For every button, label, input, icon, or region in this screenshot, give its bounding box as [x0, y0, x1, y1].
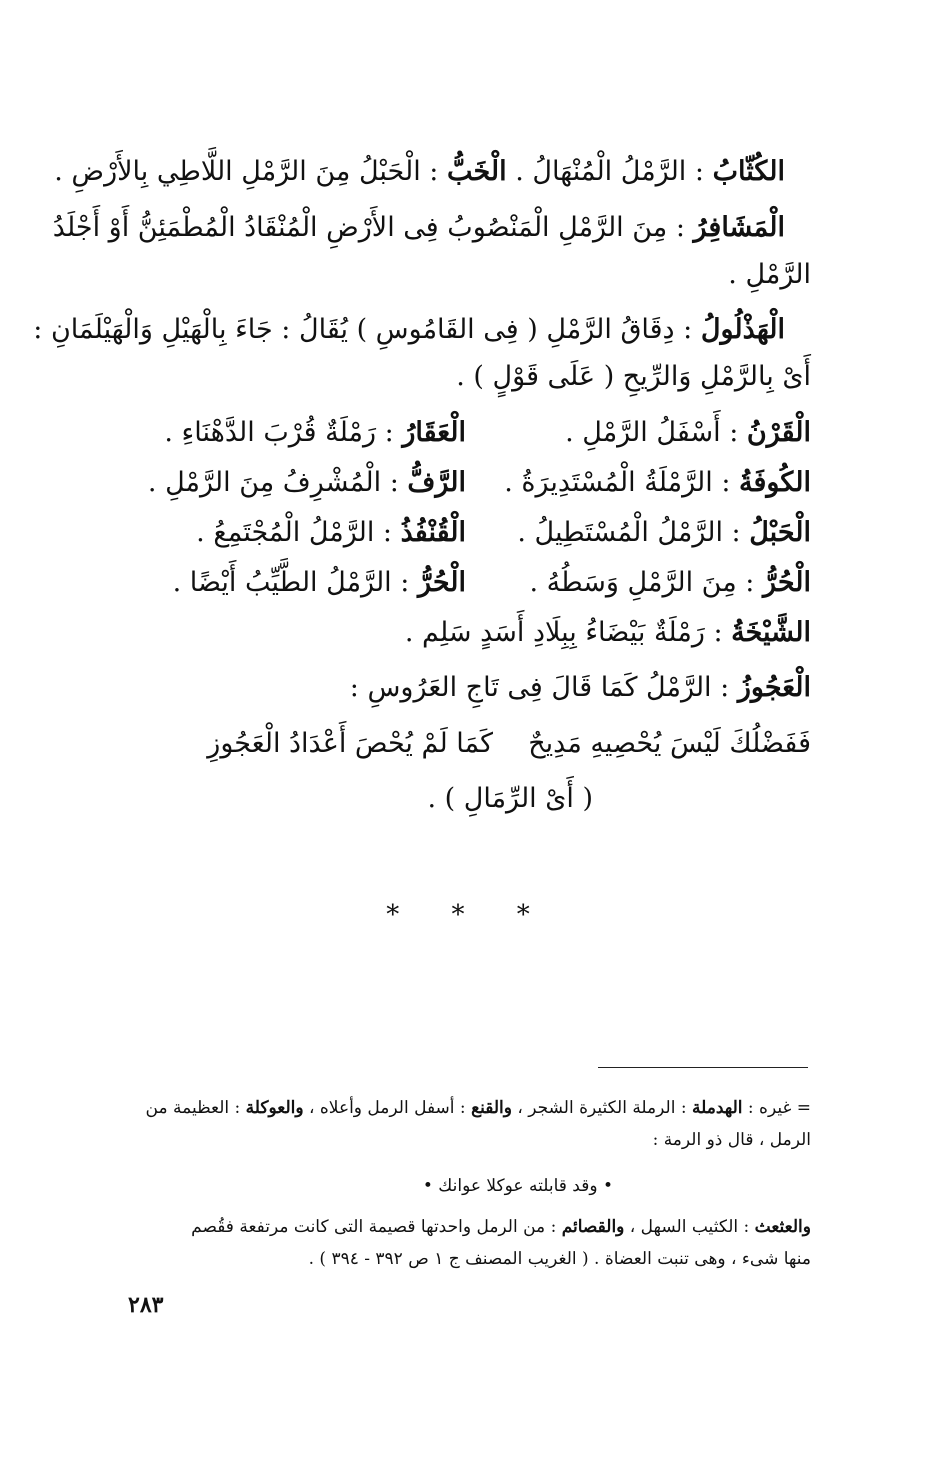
definition: : الْحَبْلُ مِنَ الرَّمْلِ اللَّاطِي بِالأَرْضِ .	[54, 156, 447, 187]
footnote-line-1	[146, 1094, 811, 1122]
definition: : الرَّمْلُ الْمُنْهَالُ .	[506, 156, 713, 187]
term: الْقُنْفُذُ	[400, 517, 466, 548]
term: الكُوفَةُ	[739, 467, 811, 498]
definition: : رَمْلَةٌ قُرْبَ الدَّهْنَاءِ .	[164, 417, 403, 448]
footnote-text: : الكثيب السهل ،	[624, 1217, 755, 1237]
verse-hemistich-left: كَمَا لَمْ يُحْصَ أَعْدَادُ الْعَجُوزِ	[207, 728, 493, 759]
term: والعثعث	[754, 1217, 811, 1237]
definition: : الْمُشْرِفُ مِنَ الرَّمْلِ .	[147, 467, 408, 498]
term: الهدملة	[691, 1098, 743, 1118]
text-line-10	[405, 613, 811, 653]
footnote-line-5: منها شىء ، وهى تنبت العضاة . ( الغريب المصنف ج ١ ص ٣٩٢ - ٣٩٤ ) .	[308, 1249, 811, 1269]
list-item	[164, 413, 466, 453]
definition: : الرَّمْلَةُ الْمُسْتَدِيرَةُ .	[504, 467, 740, 498]
footnote-verse: • وقد قابلته عوكلا عوانك •	[422, 1176, 613, 1196]
text-line-5: أَىْ بِالرَّمْلِ وَالرِّيحِ ( عَلَى قَوْلٍ ) .	[456, 361, 811, 392]
text-line-13: ( أَىْ الرِّمَالِ ) .	[427, 783, 593, 814]
footnote-text: : الرملة الكثيرة الشجر ،	[511, 1098, 692, 1118]
term: والعوكلة	[245, 1098, 304, 1118]
definition: : مِنَ الرَّمْلِ وَسَطُهُ .	[529, 567, 763, 598]
definition: : الرَّمْلُ كَمَا قَالَ فِى تَاجِ العَرُوسِ :	[349, 672, 738, 703]
list-item	[565, 413, 811, 453]
section-separator: * * *	[386, 900, 552, 930]
footnote-text: : أسفل الرمل وأعلاه ،	[303, 1098, 472, 1118]
list-item	[530, 563, 812, 603]
definition: : دِقَاقُ الرَّمْلِ ( فِى القَامُوسِ ) يُقَالُ : جَاءَ بِالْهَيْلِ وَالْهَيْلَمَانِ :	[33, 314, 701, 345]
term: الْخَبُّ	[446, 156, 507, 187]
term: الْحَبْلُ	[749, 517, 811, 548]
term: الْقَرْنُ	[746, 417, 811, 448]
verse-hemistich-right: فَفَضْلُكَ لَيْسَ يُحْصِيهِ مَدِيحٌ	[528, 728, 811, 759]
list-item	[504, 463, 811, 503]
term: الْعَجُوزُ	[737, 672, 811, 703]
list-item	[173, 563, 466, 603]
term: والقنع	[471, 1098, 512, 1118]
term: الشَّيْخَةُ	[731, 617, 811, 648]
list-item	[517, 513, 811, 553]
term: الْهَذْلُولُ	[700, 314, 785, 345]
text-line-11	[350, 668, 811, 708]
definition: : الرَّمْلُ الطَّيِّبُ أَيْضًا .	[172, 567, 418, 598]
term: الرَّفُّ	[407, 467, 466, 498]
definition: : مِنَ الرَّمْلِ الْمَنْصُوبُ فِى الأَرْضِ الْمُنْقَادُ الْمُطْمَئِنُّ أَوْ أَجْلَدُ	[52, 212, 694, 243]
footnote-divider	[598, 1067, 808, 1068]
term: الْمَشَافِرُ	[693, 212, 785, 243]
footnote-text: : العظيمة من	[145, 1098, 246, 1118]
term: الْعَقَارُ	[402, 417, 466, 448]
term: والقصائم	[561, 1217, 625, 1237]
footnote-text: = غيره :	[742, 1098, 811, 1118]
definition: : رَمْلَةٌ بَيْضَاءُ بِبِلَادِ أَسَدٍ سَلِم .	[404, 617, 732, 648]
text-line-2	[52, 208, 785, 248]
definition: : أَسْفَلُ الرَّمْلِ .	[565, 417, 747, 448]
list-item	[148, 463, 466, 503]
term: الْحُرُّ	[762, 567, 811, 598]
page-number: ٢٨٣	[128, 1292, 164, 1318]
list-item	[196, 513, 466, 553]
term: الكُثّابُ	[712, 156, 785, 187]
term: الْحُرُّ	[417, 567, 466, 598]
text-line-1	[54, 152, 785, 192]
footnote-line-4	[191, 1213, 811, 1241]
footnote-line-2: الرمل ، قال ذو الرمة :	[652, 1130, 811, 1150]
text-line-3: الرَّمْلِ .	[728, 259, 811, 290]
footnote-text: : من الرمل واحدتها قصيمة التى كانت مرتفعة فقُصم	[191, 1217, 562, 1237]
definition: : الرَّمْلُ الْمُسْتَطِيلُ .	[517, 517, 750, 548]
definition: : الرَّمْلُ الْمُجْتَمِعُ .	[196, 517, 401, 548]
text-line-4	[33, 310, 785, 350]
